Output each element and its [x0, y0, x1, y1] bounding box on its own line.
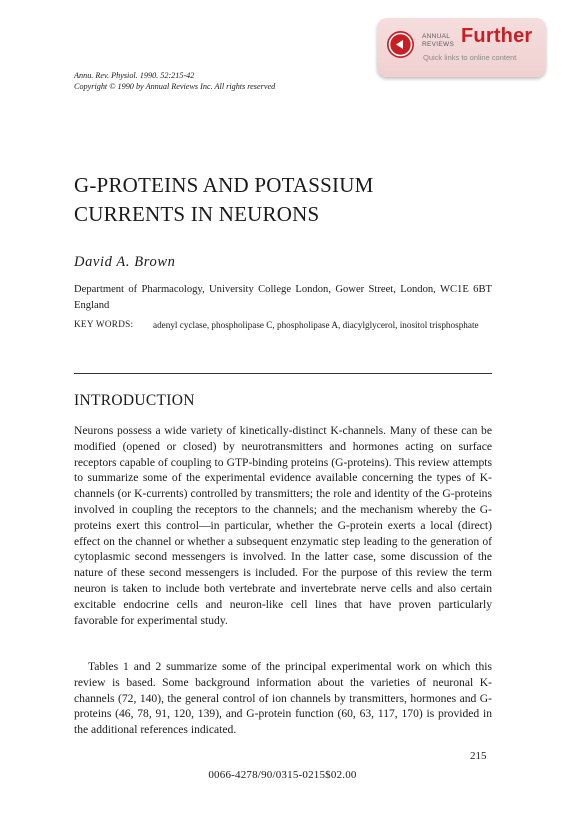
- keywords-list: adenyl cyclase, phospholipase C, phospholipase A, diacylglycerol, inositol trisphosphate: [153, 320, 479, 330]
- footer-code: 0066-4278/90/0315-0215$02.00: [208, 769, 357, 781]
- title-line-1: G-PROTEINS AND POTASSIUM: [74, 173, 374, 197]
- annual-reviews-logo-text: ANNUAL REVIEWS: [422, 33, 455, 48]
- citation: [74, 70, 275, 92]
- citation-journal: Annu. Rev. Physiol. 1990. 52:215-42: [74, 71, 195, 80]
- section-divider: [74, 373, 492, 374]
- citation-copyright: Copyright © 1990 by Annual Reviews Inc. All rights reserved: [74, 82, 276, 91]
- intro-paragraph-2: Tables 1 and 2 summarize some of the principal experimental work on which this review is based. Some background information about the varieties of neuronal K-channels (72, 140), the general control of ion channels by transmitters, hormones and G-proteins (46, 78, 91, 120, 139), and G-protein function (60, 63, 117, 170) is provided in the additional references indicated.: [74, 660, 492, 737]
- further-label: Further: [461, 25, 533, 47]
- intro-paragraph-1: Neurons possess a wide variety of kinetically-distinct K-channels. Many of these can be modified (opened or closed) by neurotransmitters and hormones acting on surface receptors capable of coupling to GTP-binding proteins (G-proteins). This review attempts to summarize some of the experimental evidence available concerning the types of K-channels (or K-currents) controlled by transmitters; the role and identity of the G-proteins involved in coupling the receptors to the channels; and the mechanism whereby the G-proteins exert this control—in particular, whether the G-protein exerts a local (direct) effect on the channel or whether a subsequent enzymatic step leading to the generation of cytoplasmic second messengers is involved. In the latter case, some discussion of the nature of these second messengers is included. For the purpose of this review the term neuron is taken to include both vertebrate and invertebrate nerve cells and also certain excitable endocrine cells and neuron-like cell lines that have proven particularly favorable for experimental study.: [74, 424, 492, 627]
- page-number: 215: [470, 750, 487, 762]
- further-banner[interactable]: [377, 18, 546, 77]
- article-title: [74, 171, 374, 229]
- author-name: David A. Brown: [74, 254, 176, 270]
- keywords-label: KEY WORDS:: [74, 319, 134, 329]
- further-subtitle: Quick links to online content: [423, 53, 517, 62]
- section-heading-introduction: INTRODUCTION: [74, 392, 195, 409]
- play-back-icon: [387, 31, 414, 58]
- author-affiliation: Department of Pharmacology, University College London, Gower Street, London, WC1E 6BT England: [74, 284, 492, 311]
- title-line-2: CURRENTS IN NEURONS: [74, 202, 320, 226]
